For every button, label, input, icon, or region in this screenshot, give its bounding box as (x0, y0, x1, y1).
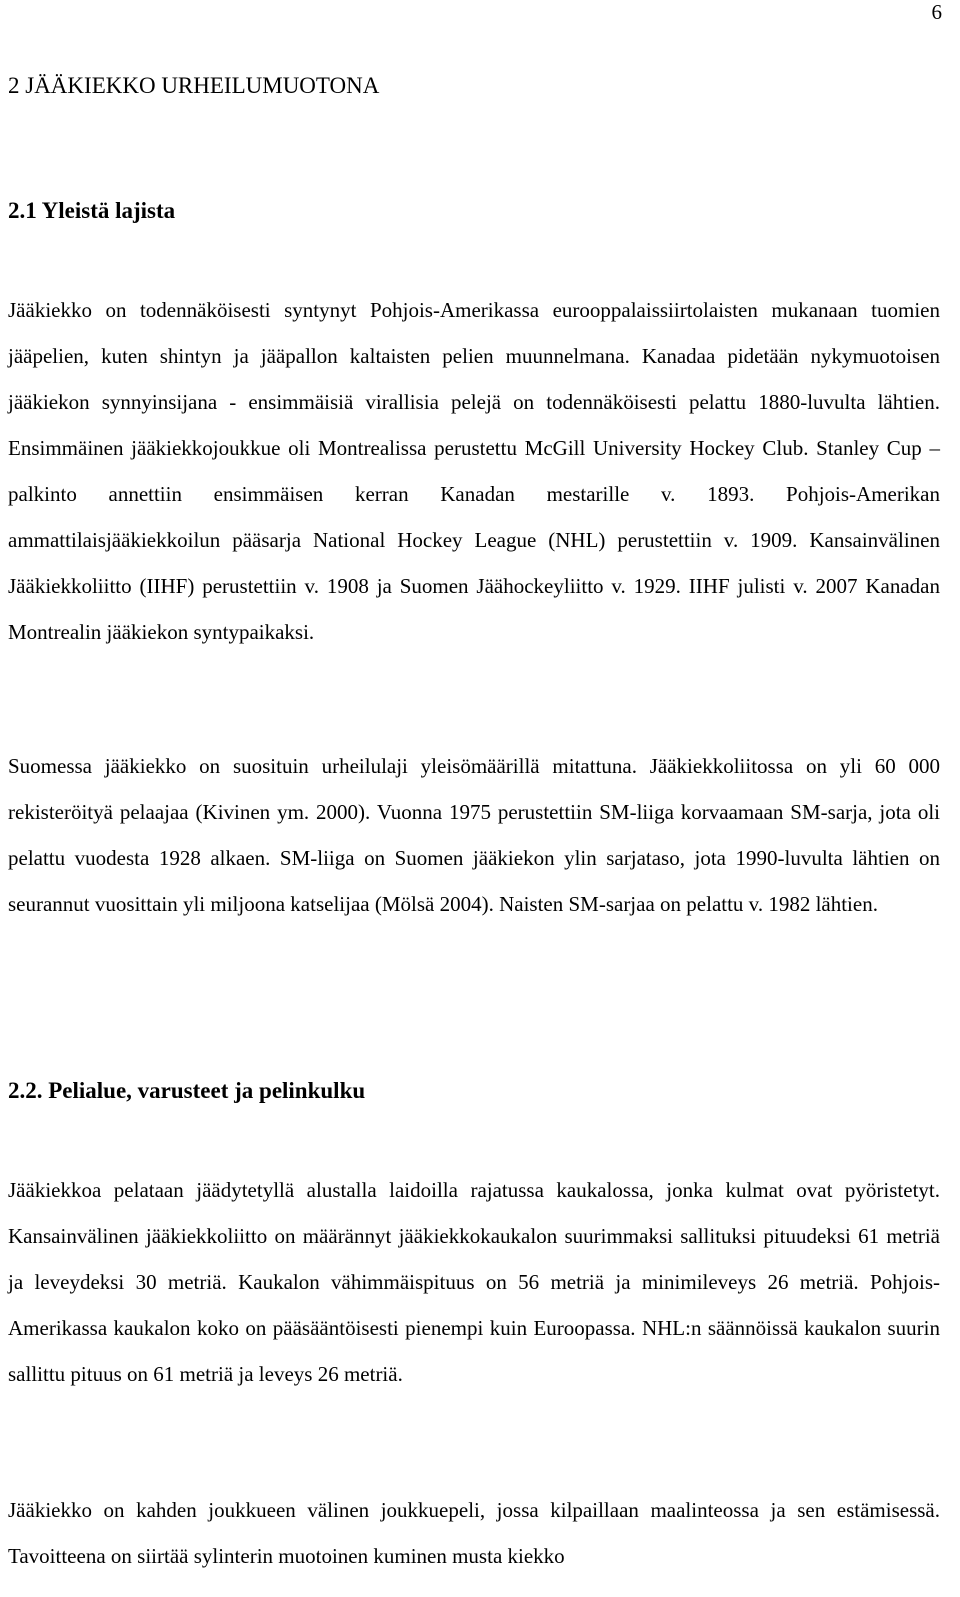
paragraph: Jääkiekko on kahden joukkueen välinen joukkuepeli, jossa kilpaillaan maalinteossa ja sen estämisessä. Tavoitteena on siirtää sylinterin muotoinen kuminen musta kiekko (8, 1498, 940, 1568)
paragraph: Jääkiekkoa pelataan jäädytetyllä alustalla laidoilla rajatussa kaukalossa, jonka kulmat ovat pyöristetyt. Kansainvälinen jääkiekkoliitto on määrännyt jääkiekkokaukalon suurimmaksi sallituksi pituudeksi 61 metriä ja leveydeksi 30 metriä. Kaukalon vähimmäispituus on 56 metriä ja minimileveys 26 metriä. Pohjois-Amerikassa kaukalon koko on pääsääntöisesti pienempi kuin Euroopassa. NHL:n säännöissä kaukalon suurin sallittu pituus on 61 metriä ja leveys 26 metriä. (8, 1178, 940, 1386)
paragraph: Jääkiekko on todennäköisesti syntynyt Pohjois-Amerikassa eurooppalaissiirtolaisten mukanaan tuomien jääpelien, kuten shintyn ja jääpallon kaltaisten pelien muunnelmana. Kanadaa pidetään nykymuotoisen jääkiekon synnyinsijana - ensimmäisiä virallisia pelejä on todennäköisesti pelattu 1880-luvulta lähtien. Ensimmäinen jääkiekkojoukkue oli Montrealissa perustettu McGill University Hockey Club. Stanley Cup –palkinto annettiin ensimmäisen kerran Kanadan mestarille v. 1893. Pohjois-Amerikan ammattilaisjääkiekkoilun pääsarja National Hockey League (NHL) perustettiin v. 1909. Kansainvälinen Jääkiekkoliitto (IIHF) perustettiin v. 1908 ja Suomen Jäähockeyliitto v. 1929. IIHF julisti v. 2007 Kanadan Montrealin jääkiekon syntypaikaksi. (8, 298, 940, 644)
chapter-heading: 2 JÄÄKIEKKO URHEILUMUOTONA (8, 73, 380, 98)
page-number: 6 (931, 0, 942, 24)
section-heading-2-2: 2.2. Pelialue, varusteet ja pelinkulku (8, 1078, 366, 1103)
section-heading-2-1: 2.1 Yleistä lajista (8, 198, 176, 223)
paragraph: Suomessa jääkiekko on suosituin urheilulaji yleisömäärillä mitattuna. Jääkiekkoliitossa on yli 60 000 rekisteröityä pelaajaa (Kivinen ym. 2000). Vuonna 1975 perustettiin SM-liiga korvaamaan SM-sarja, jota oli pelattu vuodesta 1928 alkaen. SM-liiga on Suomen jääkiekon ylin sarjataso, jota 1990-luvulta lähtien on seurannut vuosittain yli miljoona katselijaa (Mölsä 2004). Naisten SM-sarjaa on pelattu v. 1982 lähtien. (8, 754, 940, 916)
